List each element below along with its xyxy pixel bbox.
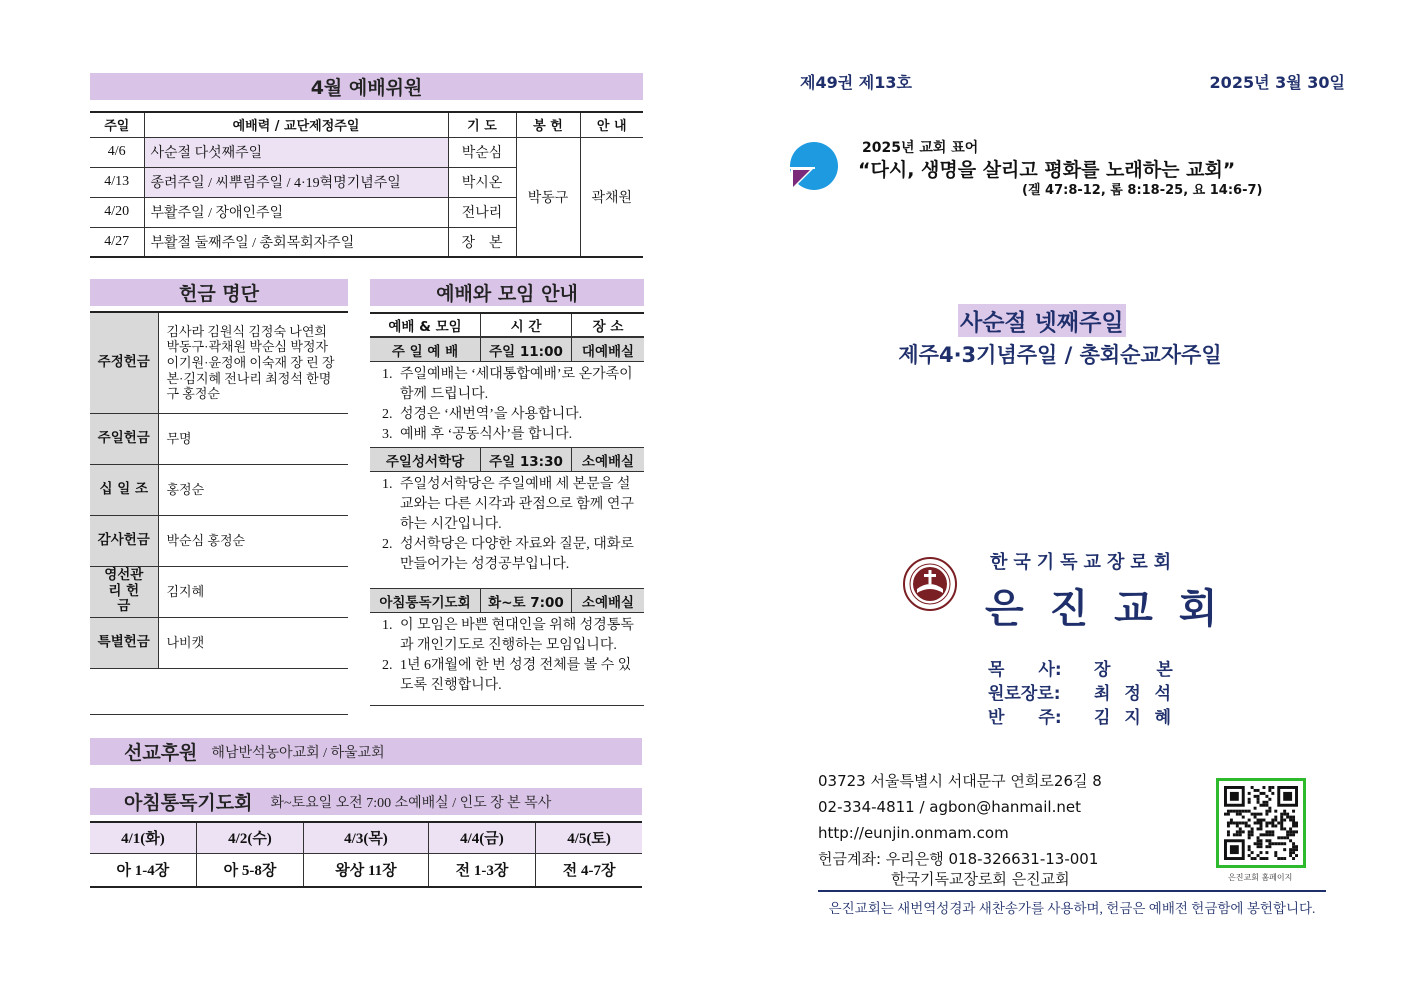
roster-date: 4/20 bbox=[90, 197, 144, 227]
qr-code-icon bbox=[1224, 786, 1298, 860]
staff-name: 최 정 석 bbox=[1094, 684, 1176, 704]
table-row bbox=[90, 464, 348, 515]
table-row bbox=[90, 312, 348, 413]
schedule-notes bbox=[370, 362, 644, 447]
schedule-time: 주일 11:00 bbox=[481, 338, 572, 361]
denomination: 한국기독교장로회 bbox=[990, 552, 1178, 573]
mission-title: 선교후원 bbox=[124, 742, 198, 764]
roster-header-usher: 안 내 bbox=[580, 112, 643, 137]
reading-passage: 왕상 11장 bbox=[304, 853, 429, 887]
table-row bbox=[90, 853, 642, 887]
sunday-title: 사순절 넷째주일 bbox=[958, 304, 1126, 337]
offering-label: 특별헌금 bbox=[90, 617, 158, 668]
motto-label: 2025년 교회 표어 bbox=[862, 140, 979, 156]
table-row bbox=[90, 566, 348, 617]
account-holder: 한국기독교장로회 은진교회 bbox=[891, 870, 1070, 888]
roster-date: 4/6 bbox=[90, 137, 144, 167]
phone-email[interactable]: 02-334-4811 / agbon@hanmail.net bbox=[818, 798, 1081, 816]
offering-label: 주정헌금 bbox=[90, 312, 158, 413]
list-item: 1. 이 모임은 바쁜 현대인을 위해 성경통독과 개인기도로 진행하는 모임입니다. bbox=[382, 618, 634, 653]
footer-rule bbox=[818, 890, 1326, 892]
roster-header-service: 예배력 / 교단제정주일 bbox=[144, 112, 448, 137]
schedule-title: 예배와 모임 안내 bbox=[370, 279, 644, 306]
schedule-place: 대예배실 bbox=[581, 343, 635, 360]
roster-service: 사순절 다섯째주일 bbox=[144, 137, 448, 167]
reading-passage: 아 5-8장 bbox=[196, 853, 303, 887]
schedule-header-name: 예배 & 모임 bbox=[370, 314, 481, 336]
roster-service: 종려주일 / 씨뿌림주일 / 4·19혁명기념주일 bbox=[144, 167, 448, 197]
reading-day: 4/4(금) bbox=[428, 822, 535, 853]
table-row bbox=[90, 822, 642, 853]
contact-block bbox=[818, 768, 1102, 889]
offering-value: 김사라 김원식 김정숙 나연희 박동구·곽채원 박순심 박정자 이기원·윤정애 이숙재 장 린 장 본·김지혜 전나리 최정석 한명구 홍정순 bbox=[158, 312, 348, 413]
reading-title: 아침통독기도회 bbox=[124, 792, 253, 814]
mission-text: 해남반석농아교회 / 하울교회 bbox=[211, 745, 385, 761]
reading-day: 4/1(화) bbox=[90, 822, 196, 853]
table-row bbox=[90, 617, 348, 668]
offering-title: 헌금 명단 bbox=[90, 279, 348, 306]
reading-passage: 아 1-4장 bbox=[90, 853, 196, 887]
roster-table bbox=[90, 111, 643, 258]
issue-date: 2025년 3월 30일 bbox=[1209, 73, 1345, 92]
roster-prayer: 박순심 bbox=[448, 137, 516, 167]
roster-title: 4월 예배위원 bbox=[90, 73, 643, 100]
list-item: 2. 성경은 ‘새번역’을 사용합니다. bbox=[382, 407, 583, 422]
roster-date: 4/27 bbox=[90, 227, 144, 257]
schedule-time: 화~토 7:00 bbox=[481, 589, 572, 612]
motto-emblem-icon bbox=[789, 141, 839, 191]
roster-offering-person: 박동구 bbox=[516, 137, 580, 257]
staff-name: 장 본 bbox=[1094, 660, 1177, 680]
list-item bbox=[988, 682, 1177, 706]
schedule-time: 주일 13:30 bbox=[481, 448, 572, 471]
roster-header-offering: 봉 헌 bbox=[516, 112, 580, 137]
reading-passage: 전 1-3장 bbox=[428, 853, 535, 887]
schedule-header-time: 시 간 bbox=[481, 314, 572, 336]
roster-service: 부활주일 / 장애인주일 bbox=[144, 197, 448, 227]
schedule-row bbox=[370, 447, 644, 472]
schedule-place: 소예배실 bbox=[581, 594, 635, 611]
offering-value: 박순심 홍정순 bbox=[158, 515, 348, 566]
motto-text: “다시, 생명을 살리고 평화를 노래하는 교회” bbox=[858, 159, 1236, 181]
roster-date: 4/13 bbox=[90, 167, 144, 197]
list-item: 1. 주일예배는 ‘세대통합예배’로 온가족이 함께 드립니다. bbox=[382, 367, 633, 402]
reading-bar bbox=[90, 788, 642, 815]
offering-label: 감사헌금 bbox=[90, 515, 158, 566]
schedule-name: 아침통독기도회 bbox=[370, 589, 481, 612]
schedule-header-row bbox=[370, 312, 644, 337]
motto-references: (겔 47:8-12, 롬 8:18-25, 요 14:6-7) bbox=[1022, 183, 1263, 198]
sunday-subtitle: 제주4·3기념주일 / 총회순교자주일 bbox=[898, 343, 1222, 367]
reading-passage: 전 4-7장 bbox=[536, 853, 642, 887]
roster-header-date: 주일 bbox=[90, 112, 144, 137]
list-item bbox=[988, 658, 1177, 682]
volume-number: 제49권 제13호 bbox=[800, 73, 912, 92]
table-row bbox=[90, 413, 348, 464]
account-line: 헌금계좌: 우리은행 018-326631-13-001 bbox=[818, 850, 1099, 868]
offering-value: 김지혜 bbox=[158, 566, 348, 617]
schedule-name: 주 일 예 배 bbox=[370, 338, 481, 361]
reading-day: 4/3(목) bbox=[304, 822, 429, 853]
table-row bbox=[90, 137, 643, 167]
schedule-place: 소예배실 bbox=[581, 453, 635, 470]
schedule-row bbox=[370, 337, 644, 362]
list-item bbox=[988, 706, 1177, 730]
list-item: 3. 예배 후 ‘공동식사’를 합니다. bbox=[382, 427, 573, 442]
schedule-header-place: 장 소 bbox=[592, 319, 624, 335]
staff-name: 김 지 혜 bbox=[1094, 708, 1176, 728]
staff-role: 원로장로: bbox=[988, 684, 1061, 704]
website-link[interactable]: http://eunjin.onmam.com bbox=[818, 824, 1009, 842]
offering-label: 십 일 조 bbox=[90, 464, 158, 515]
roster-prayer: 장 본 bbox=[448, 227, 516, 257]
qr-code[interactable] bbox=[1216, 778, 1306, 868]
staff-role: 목 사: bbox=[988, 660, 1062, 680]
schedule-name: 주일성서학당 bbox=[370, 448, 481, 471]
schedule-notes bbox=[370, 472, 644, 588]
mission-bar bbox=[90, 738, 642, 765]
list-item: 2. 성서학당은 다양한 자료와 질문, 대화로 만들어가는 성경공부입니다. bbox=[382, 537, 634, 572]
reading-subtitle: 화~토요일 오전 7:00 소예배실 / 인도 장 본 목사 bbox=[270, 795, 552, 811]
roster-prayer: 전나리 bbox=[448, 197, 516, 227]
offering-value: 나비캣 bbox=[158, 617, 348, 668]
schedule-row bbox=[370, 588, 644, 613]
footer-note: 은진교회는 새번역성경과 새찬송가를 사용하며, 헌금은 예배전 헌금함에 봉헌합니다. bbox=[828, 901, 1316, 916]
reading-day: 4/5(토) bbox=[536, 822, 642, 853]
church-seal-icon bbox=[903, 557, 957, 611]
roster-service: 부활절 둘째주일 / 총회목회자주일 bbox=[144, 227, 448, 257]
qr-caption: 은진교회 홈페이지 bbox=[1228, 873, 1293, 882]
offering-label: 주일헌금 bbox=[90, 413, 158, 464]
offering-value: 무명 bbox=[158, 413, 348, 464]
roster-prayer: 박시온 bbox=[448, 167, 516, 197]
list-item: 1. 주일성서학당은 주일예배 세 본문을 설교와는 다른 시각과 관점으로 함께 연구하는 시간입니다. bbox=[382, 477, 634, 532]
offering-bottom-rule bbox=[90, 714, 348, 715]
church-name: 은 진 교 회 bbox=[985, 586, 1224, 632]
staff-role: 반 주: bbox=[988, 708, 1062, 728]
list-item: 2. 1년 6개월에 한 번 성경 전체를 볼 수 있도록 진행합니다. bbox=[382, 658, 632, 693]
schedule-table bbox=[370, 312, 644, 706]
reading-day: 4/2(수) bbox=[196, 822, 303, 853]
address: 03723 서울특별시 서대문구 연희로26길 8 bbox=[818, 772, 1102, 790]
offering-label: 영선관리 헌 금 bbox=[90, 566, 158, 617]
roster-header-prayer: 기 도 bbox=[448, 112, 516, 137]
reading-table bbox=[90, 821, 642, 888]
offering-table bbox=[90, 311, 348, 669]
table-row bbox=[90, 515, 348, 566]
roster-usher: 곽채원 bbox=[580, 137, 643, 257]
offering-value: 홍정순 bbox=[158, 464, 348, 515]
schedule-notes bbox=[370, 613, 644, 706]
staff-list bbox=[988, 658, 1177, 730]
